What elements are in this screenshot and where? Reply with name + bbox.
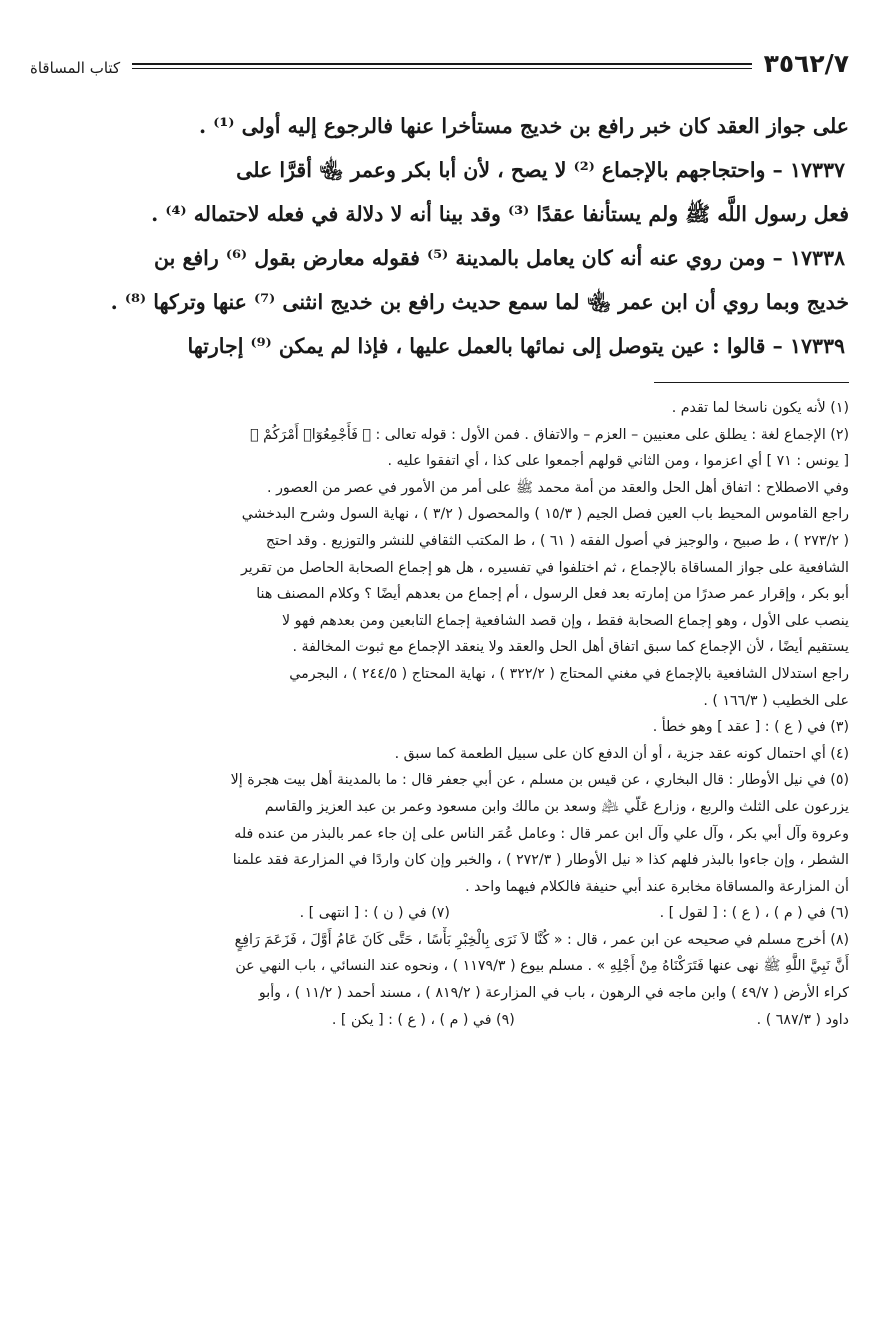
book-page (30, 48, 849, 1033)
page-number: ٣٥٦٢/٧ (763, 49, 849, 78)
footnote-line: كراء الأرض ( ٤٩/٧ ) وابن ماجه في الرهون ، باب في المزارعة ( ٨١٩/٢ ) ، مسند أحمد ( ١١/٢ ) ، وأبو (258, 985, 849, 1002)
footnote-7: (٧) في ( ن ) : [ انتهى ] . (299, 905, 450, 922)
footnote-line: أن المزارعة والمساقاة مخابرة عند أبي حنيفة فالكلام فيهما واحد . (465, 878, 849, 895)
footnote-line: وعروة وآل أبي بكر ، وآل علي وآل ابن عمر قال : وعامل عُمَر الناس على إن جاء عمر بالبذر من عنده فله (234, 825, 849, 842)
footnote-line: على الخطيب ( ١٦٦/٣ ) . (703, 692, 849, 709)
footnote-8-end: داود ( ٦٨٧/٣ ) . (756, 1011, 849, 1028)
footnote-line: (٤) أي احتمال كونه عقد جزية ، أو أن الدفع كان على سبيل الطعمة كما سبق . (394, 745, 849, 762)
footnote-line: يزرعون على الثلث والربع ، وزارع عَلّي ﵇ وسعد بن مالك وابن مسعود وعمر بن عبد العزيز والقاسم (264, 798, 849, 815)
footnote-line: (٢) الإجماع لغة : يطلق على معنيين – العزم – والاتفاق . فمن الأول : قوله تعالى : ﴿ فَأَجْمِعُوٓا۟ أَمْرَكُمْ ﴾ (250, 426, 849, 443)
footnote-line: (٨) أخرج مسلم في صحيحه عن ابن عمر ، قال : « كُنَّا لاَ نَرَى بِالْخِبْرِ بَأْسًا ، حَتَّى كَانَ عَامُ أَوَّلَ ، فَزَعَمَ رَافِعٍ (234, 931, 849, 948)
footnote-9: (٩) في ( م ) ، ( ع ) : [ يكن ] . (331, 1011, 515, 1028)
footnote-line: وفي الاصطلاح : اتفاق أهل الحل والعقد من أمة محمد ﷺ على أمر من الأمور في عصر من العصور . (267, 479, 849, 496)
footnote-row-6-7 (30, 900, 849, 927)
footnote-line: [ يونس : ٧١ ] أي اعزموا ، ومن الثاني قولهم أجمعوا على كذا ، أي اتفقوا عليه . (387, 453, 849, 470)
footnote-line: ( ٢٧٣/٢ ) ، ط صبيح ، والوجيز في أصول الفقه ( ٦١ ) ، ط المكتب الثقافي للنشر والتوزيع . وقد احتج (265, 532, 849, 549)
footnote-line: (١) لأنه يكون ناسخا لما تقدم . (671, 400, 849, 416)
footnote-line: (٥) في نيل الأوطار : قال البخاري ، عن قيس بن مسلم ، عن أبي جعفر قال : ما بالمدينة أهل بيت هجرة إلا (230, 772, 849, 789)
footnote-line: أبو بكر ، وإقرار عمر صدرًا من إمارته بعد فعل الرسول ، أم إجماع من بعدهم أيضًا ؟ وكلام المصنف هنا (256, 586, 849, 603)
footnote-row-8-9 (30, 1007, 849, 1034)
body-line: فعل رسول اللَّه ﷺ ولم يستأنفا عقدًا ⁽³⁾ وقد بينا أنه لا دلالة في فعله لاحتماله ⁽⁴⁾ . (151, 202, 849, 226)
body-line: على جواز العقد كان خبر رافع بن خديج مستأخرا عنها فالرجوع إليه أولى ⁽¹⁾ . (198, 114, 849, 138)
footnote-separator (654, 382, 849, 383)
footnote-line: الشافعية على جواز المساقاة بالإجماع ، ثم اختلفوا في تفسيره ، هل هو إجماع الصحابة الحاصل من تقرير (240, 559, 849, 576)
body-line: ١٧٣٣٨ – ومن روي عنه أنه كان يعامل بالمدينة ⁽⁵⁾ فقوله معارض بقول ⁽⁶⁾ رافع بن (154, 246, 845, 270)
running-header (30, 48, 849, 78)
body-line: خديج وبما روي أن ابن عمر ﵄ لما سمع حديث رافع بن خديج انثنى ⁽⁷⁾ عنها وتركها ⁽⁸⁾ . (110, 290, 849, 314)
footnote-line: (٣) في ( ع ) : [ عقد ] وهو خطأ . (652, 719, 849, 736)
footnote-line: ينصب على الأول ، وهو إجماع الصحابة فقط ، وإن قصد الشافعية إجماع التابعين ومن بعدهم فهو لا (282, 612, 849, 629)
footnote-line: راجع القاموس المحيط باب العين فصل الجيم ( ١٥/٣ ) والمحصول ( ٣/٢ ) ، نهاية السول وشرح البدخشي (241, 506, 849, 523)
footnote-line: يستقيم أيضًا ، لأن الإجماع كما سبق اتفاق أهل الحل والعقد ولا ينعقد الإجماع مع ثبوت المخالفة . (292, 639, 849, 656)
footnote-6: (٦) في ( م ) ، ( ع ) : [ لقول ] . (659, 905, 849, 922)
footnote-line: الشطر ، وإن جاءوا بالبذر فلهم كذا « نيل الأوطار ( ٢٧٢/٣ ) ، والخبر وإن كان واردًا في المزارعة فقد علمنا (232, 852, 849, 869)
footnote-line: أَنَّ نَبِيَّ اللَّهِ ﷺ نهى عنها فَتَرَكْنَاهُ مِنْ أَجْلِهِ » . مسلم بيوع ( ١١٧٩/٣ ) ، ونحوه عند النسائي ، باب النهي عن (235, 958, 849, 975)
main-text (30, 104, 849, 368)
body-line: ١٧٣٣٧ – واحتجاجهم بالإجماع ⁽²⁾ لا يصح ، لأن أبا بكر وعمر ﵄ أقرَّا على (236, 158, 845, 182)
footnote-line: راجع استدلال الشافعية بالإجماع في مغني المحتاج ( ٣٢٢/٢ ) ، نهاية المحتاج ( ٢٤٤/٥ ) ، البجرمي (289, 665, 849, 682)
footnotes (30, 395, 849, 1033)
body-line: ١٧٣٣٩ – قالوا : عين يتوصل إلى نمائها بالعمل عليها ، فإذا لم يمكن ⁽⁹⁾ إجارتها (187, 334, 845, 358)
header-rule (132, 63, 751, 69)
book-title: كتاب المساقاة (30, 59, 121, 77)
